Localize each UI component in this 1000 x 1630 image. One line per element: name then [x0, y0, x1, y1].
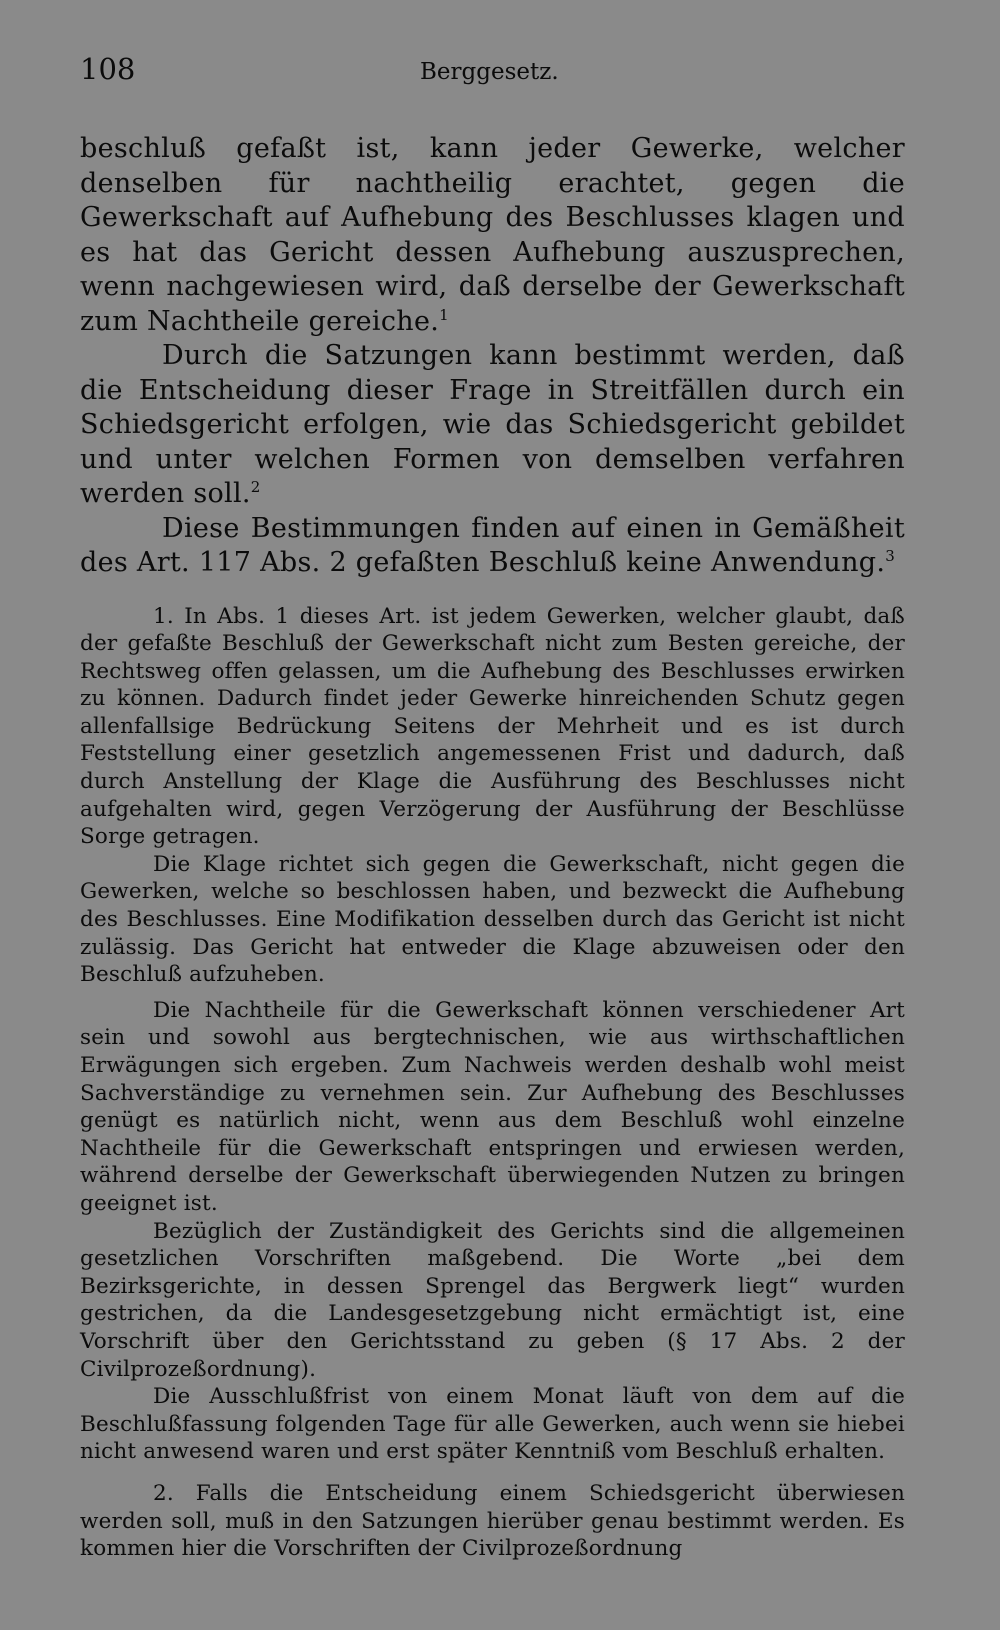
- footnote-ref-2: 2: [250, 478, 261, 496]
- footnote-ref-3: 3: [885, 547, 896, 565]
- law-paragraph-1: [80, 132, 905, 339]
- running-title: Berggesetz.: [420, 59, 559, 85]
- note-paragraph-4: Bezüglich der Zuständigkeit des Gerichts sind die allgemeinen gesetzlichen Vorschriften maßgebend. Die Worte „bei dem Bezirksgerichte, in dessen Sprengel das Bergwerk liegt“ wurden gestrichen, da die Landesgesetzgebung nicht ermächtigt ist, eine Vorschrift über den Gerichtsstand zu geben (§ 17 Abs. 2 der Civilprozeßordnung).: [80, 1218, 905, 1382]
- note-paragraph-2: Die Klage richtet sich gegen die Gewerkschaft, nicht gegen die Gewerken, welche so beschlossen haben, und bezweckt die Aufhebung des Beschlusses. Eine Modifikation desselben durch das Gericht ist nicht zulässig. Das Gericht hat entweder die Klage abzuweisen oder den Beschluß aufzuheben.: [80, 851, 905, 988]
- footnote-ref-1: 1: [439, 305, 449, 324]
- law-paragraph-2: [80, 339, 905, 512]
- note-paragraph-3: Die Nachtheile für die Gewerkschaft können verschiedener Art sein und sowohl aus bergtechnischen, wie aus wirthschaftlichen Erwägungen sich ergeben. Zum Nachweis werden deshalb wohl meist Sachverständige zu vernehmen sein. Zur Aufhebung des Beschlusses genügt es natürlich nicht, wenn aus dem Beschluß wohl einzelne Nachtheile für die Gewerkschaft entspringen und erwiesen werden, während derselbe der Gewerkschaft überwiegenden Nutzen zu bringen geeignet ist.: [80, 997, 905, 1216]
- note-paragraph-1: 1. In Abs. 1 dieses Art. ist jedem Gewerken, welcher glaubt, daß der gefaßte Beschluß der Gewerkschaft nicht zum Besten gereiche, der Rechtsweg offen gelassen, um die Aufhebung des Beschlusses erwirken zu können. Dadurch findet jeder Gewerke hinreichenden Schutz gegen allenfallsige Bedrückung Seitens der Mehrheit und es ist durch Feststellung einer gesetzlich angemessenen Frist und dadurch, daß durch Anstellung der Klage die Ausführung des Beschlusses nicht aufgehalten wird, gegen Verzögerung der Ausführung der Beschlüsse Sorge getragen.: [80, 603, 905, 850]
- law-paragraph-2-text: Durch die Satzungen kann bestimmt werden, daß die Entscheidung dieser Frage in Streitfällen durch ein Schiedsgericht erfolgen, wie das Schiedsgericht gebildet und unter welchen Formen von demselben verfahren werden soll.: [80, 340, 905, 509]
- law-paragraph-1-text: beschluß gefaßt ist, kann jeder Gewerke, welcher denselben für nachtheilig erachtet, gegen die Gewerkschaft auf Aufhebung des Beschlusses klagen und es hat das Gericht dessen Aufhebung auszusprechen, wenn nachgewiesen wird, daß derselbe der Gewerkschaft zum Nachtheile gereiche.: [80, 133, 905, 337]
- commentary-notes: [80, 603, 905, 1563]
- law-paragraph-3-text: Diese Bestimmungen finden auf einen in Gemäßheit des Art. 117 Abs. 2 gefaßten Beschluß keine Anwendung.: [80, 512, 905, 578]
- note-paragraph-5: Die Ausschlußfrist von einem Monat läuft von dem auf die Beschlußfassung folgenden Tage für alle Gewerken, auch wenn sie hiebei nicht anwesend waren und erst später Kenntniß vom Beschluß erhalten.: [80, 1384, 905, 1465]
- page-number: 108: [80, 52, 136, 86]
- page-header: [80, 52, 905, 96]
- law-paragraph-3: [80, 512, 905, 581]
- law-text: [80, 132, 905, 581]
- note-paragraph-6: 2. Falls die Entscheidung einem Schiedsgericht überwiesen werden soll, muß in den Satzungen hierüber genau bestimmt werden. Es kommen hier die Vorschriften der Civilprozeßordnung: [80, 1480, 905, 1562]
